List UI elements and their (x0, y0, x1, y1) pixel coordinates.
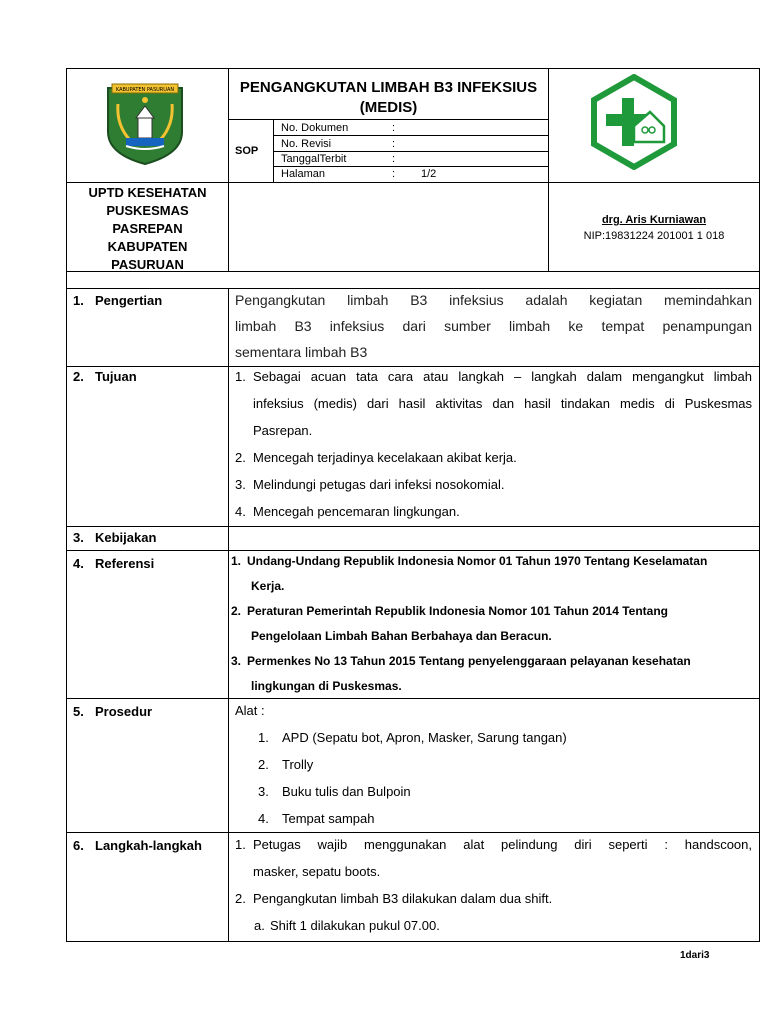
item-text: Buku tulis dan Bulpoin (282, 784, 411, 799)
section-label-pengertian (73, 293, 163, 308)
prosedur-content (235, 697, 752, 832)
item-line: Pasrepan. (253, 423, 313, 438)
item-number: 3. (258, 784, 269, 799)
item-line: Permenkes No 13 Tahun 2015 Tentang penyelenggaraan pelayanan kesehatan (247, 654, 691, 668)
page-number: 1dari3 (680, 950, 710, 961)
org-line: UPTD KESEHATAN (88, 185, 207, 200)
section-number: 4. (73, 556, 84, 571)
referensi-item (231, 649, 752, 699)
referensi-item (231, 599, 752, 649)
item-number: 1. (231, 554, 242, 568)
langkah-item (235, 885, 752, 912)
document-title (229, 78, 548, 118)
item-text: APD (Sepatu bot, Apron, Masker, Sarung tangan) (282, 730, 567, 745)
langkah-sub-item (235, 912, 752, 939)
item-number: 1. (235, 837, 246, 852)
item-line: Melindungi petugas dari infeksi nosokomial. (253, 477, 505, 492)
alat-item (235, 805, 752, 832)
item-text: Shift 1 dilakukan pukul 07.00. (270, 918, 440, 933)
item-line: Kerja. (251, 579, 285, 593)
referensi-item (231, 549, 752, 599)
item-letter: a. (254, 918, 265, 933)
title-line-1: PENGANGKUTAN LIMBAH B3 INFEKSIUS (239, 79, 538, 96)
item-number: 4. (258, 811, 269, 826)
sop-label: SOP (235, 145, 259, 157)
signer-name: drg. Aris Kurniawan (601, 214, 707, 226)
section-number: 2. (73, 369, 84, 384)
tujuan-item (235, 444, 752, 471)
meta-label: No. Revisi (281, 138, 332, 150)
item-line: Sebagai acuan tata cara atau langkah – langkah dalam mengangkut limbah (253, 369, 752, 384)
item-text: Tempat sampah (282, 811, 375, 826)
item-number: 2. (235, 891, 246, 906)
meta-row-tanggal-terbit (274, 153, 548, 166)
section-number: 1. (73, 293, 84, 308)
item-number: 3. (235, 477, 246, 492)
meta-row-halaman (274, 168, 548, 181)
section-number: 6. (73, 838, 84, 853)
meta-label: TanggalTerbit (281, 153, 347, 165)
pengertian-content (235, 287, 752, 365)
item-number: 3. (231, 654, 242, 668)
svg-text:KABUPATEN PASURUAN: KABUPATEN PASURUAN (115, 87, 175, 93)
meta-label: Halaman (281, 168, 326, 180)
section-label: Kebijakan (95, 530, 157, 545)
item-line: masker, sepatu boots. (253, 864, 381, 879)
meta-value: 1/2 (421, 168, 437, 180)
section-label-prosedur (73, 704, 153, 719)
section-label-kebijakan (73, 530, 157, 545)
pengertian-line: sementara limbah B3 (235, 344, 368, 360)
section-label: Referensi (95, 556, 155, 571)
meta-row-no-dokumen (274, 122, 548, 135)
org-line: PASURUAN (111, 257, 184, 272)
referensi-content (231, 549, 752, 699)
item-number: 2. (231, 604, 242, 618)
langkah-content (235, 831, 752, 939)
tujuan-item (235, 471, 752, 498)
item-number: 4. (235, 504, 246, 519)
meta-row-no-revisi (274, 138, 548, 151)
tujuan-item (235, 363, 752, 444)
item-line: Undang-Undang Republik Indonesia Nomor 01 Tahun 1970 Tentang Keselamatan (247, 554, 708, 568)
section-number: 3. (73, 530, 84, 545)
section-number: 5. (73, 704, 84, 719)
item-number: 1. (235, 369, 246, 384)
item-number: 1. (258, 730, 269, 745)
langkah-item (235, 831, 752, 885)
pengertian-line: Pengangkutan limbah B3 infeksius adalah kegiatan memindahkan (235, 292, 752, 308)
meta-colon: : (392, 153, 396, 165)
item-number: 2. (258, 757, 269, 772)
section-label: Pengertian (95, 293, 163, 308)
item-line: Petugas wajib menggunakan alat pelindung diri seperti : handscoon, (253, 837, 752, 852)
item-line: Peraturan Pemerintah Republik Indonesia Nomor 101 Tahun 2014 Tentang (247, 604, 668, 618)
meta-colon: : (392, 122, 396, 134)
item-line: Pengelolaan Limbah Bahan Berbahaya dan Beracun. (251, 629, 552, 643)
org-line: PUSKESMAS (106, 203, 189, 218)
alat-item (235, 778, 752, 805)
section-label: Prosedur (95, 704, 153, 719)
item-number: 2. (235, 450, 246, 465)
meta-label: No. Dokumen (281, 122, 349, 134)
tujuan-content (235, 363, 752, 525)
puskesmas-logo-icon (590, 74, 678, 170)
section-label: Langkah-langkah (95, 838, 202, 853)
section-label-referensi (73, 556, 155, 571)
pengertian-line: limbah B3 infeksius dari sumber limbah ke tempat penampungan (235, 318, 752, 334)
section-label: Tujuan (95, 369, 137, 384)
item-line: Pengangkutan limbah B3 dilakukan dalam dua shift. (253, 891, 553, 906)
org-line: PASREPAN (112, 221, 183, 236)
section-label-langkah (73, 838, 202, 853)
item-line: Mencegah pencemaran lingkungan. (253, 504, 460, 519)
section-label-tujuan (73, 369, 137, 384)
org-line: KABUPATEN (107, 239, 188, 254)
item-line: infeksius (medis) dari hasil aktivitas dan hasil tindakan medis di Puskesmas (253, 396, 752, 411)
item-line: Mencegah terjadinya kecelakaan akibat kerja. (253, 450, 517, 465)
meta-colon: : (392, 138, 396, 150)
alat-item (235, 751, 752, 778)
item-text: Trolly (282, 757, 314, 772)
alat-label: Alat : (235, 703, 265, 718)
signer-nip: NIP:19831224 201001 1 018 (583, 230, 725, 242)
meta-colon: : (392, 168, 396, 180)
organization-name (67, 184, 228, 274)
item-line: lingkungan di Puskesmas. (251, 679, 402, 693)
regency-crest-icon (104, 80, 186, 166)
tujuan-item (235, 498, 752, 525)
alat-item (235, 724, 752, 751)
title-line-2: (MEDIS) (359, 99, 418, 116)
